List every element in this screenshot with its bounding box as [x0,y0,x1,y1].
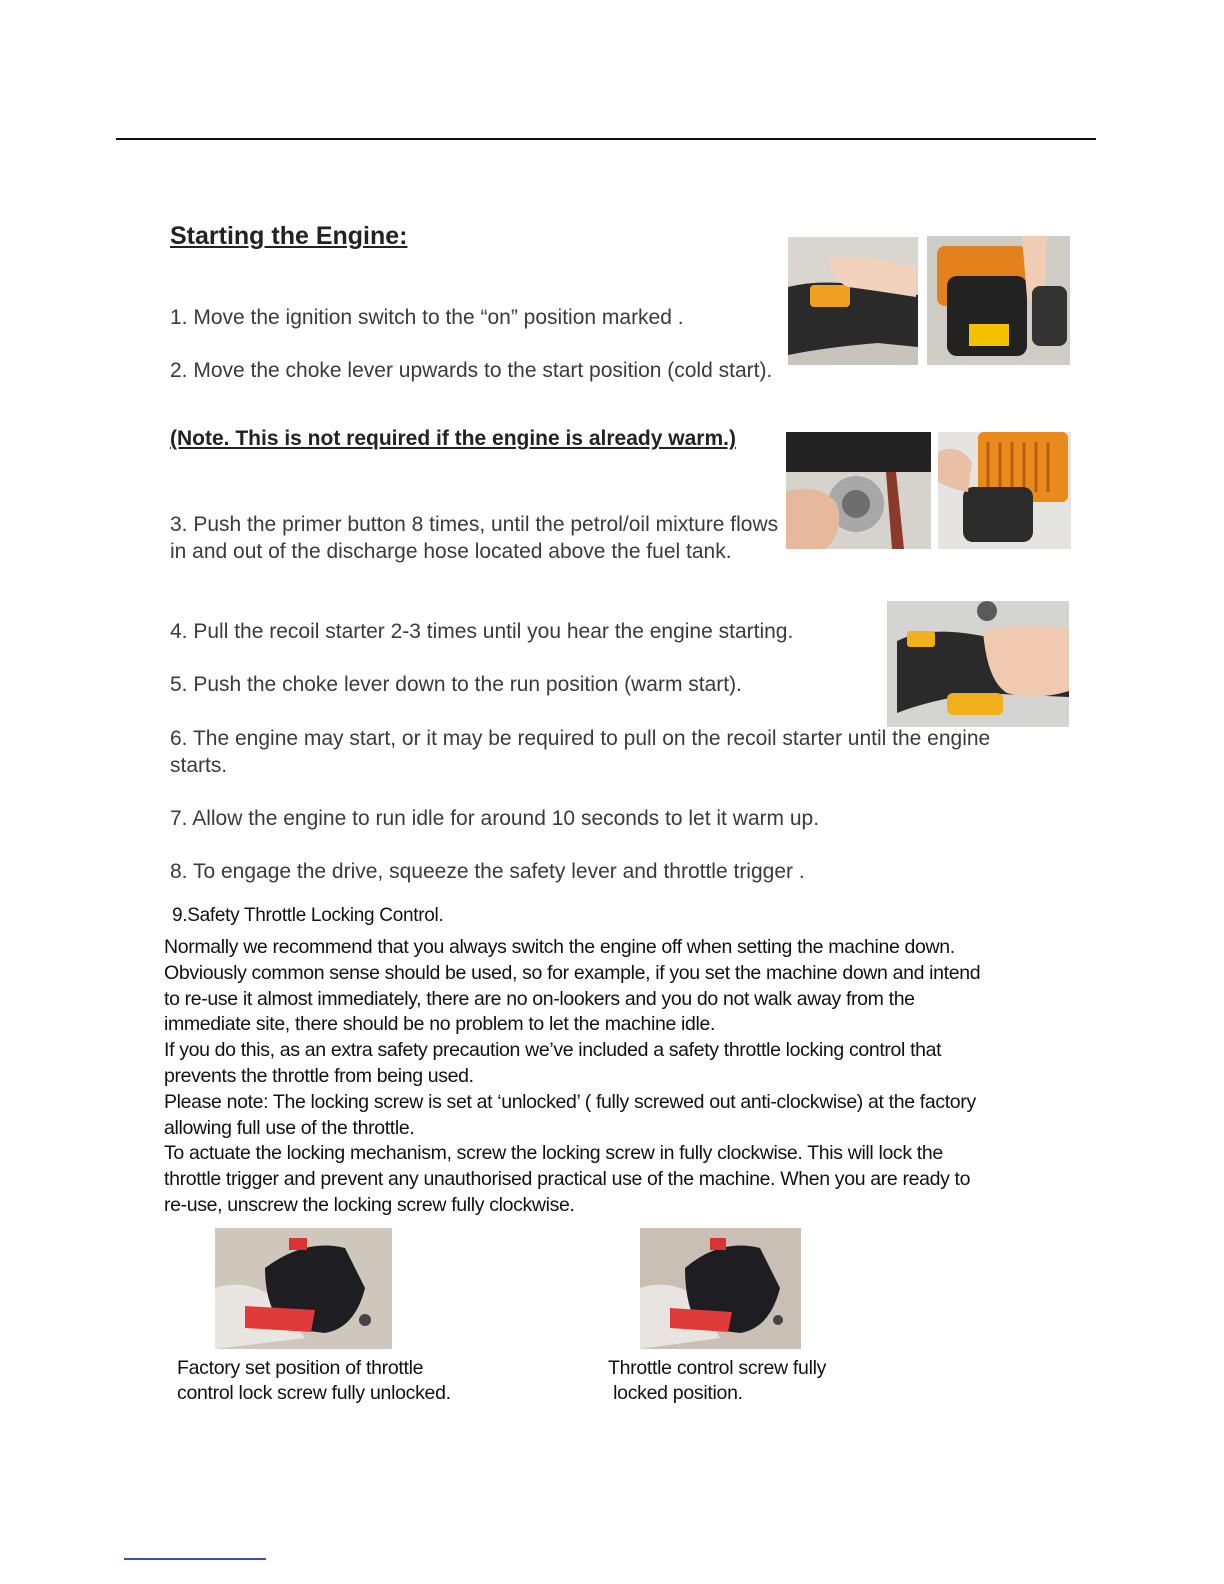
throttle-locked-photo [640,1228,801,1349]
ignition-switch-photo [788,237,918,365]
safety-line: allowing full use of the throttle. [164,1116,415,1139]
caption-line: Factory set position of throttle [177,1357,424,1379]
safety-title: 9.Safety Throttle Locking Control. [172,905,444,926]
step-7: 7. Allow the engine to run idle for around 10 seconds to let it warm up. [170,807,820,830]
footer-link-rule [124,1558,266,1560]
warm-engine-note: (Note. This is not required if the engine is already warm.) [170,427,736,450]
safety-line: If you do this, as an extra safety precaution we’ve included a safety throttle locking control that [164,1039,942,1062]
step-3: 3. Push the primer button 8 times, until the petrol/oil mixture flows in and out of the discharge hose located above the fuel tank. [170,513,779,563]
caption-unlocked [177,1356,451,1406]
safety-line: immediate site, there should be no problem to let the machine idle. [164,1013,716,1036]
throttle-unlocked-photo [215,1228,392,1349]
safety-line: Please note: The locking screw is set at ‘unlocked’ ( fully screwed out anti-clockwise) at the factory [164,1090,976,1113]
step-6: 6. The engine may start, or it may be required to pull on the recoil starter until the engine starts. [170,727,991,777]
safety-line: Normally we recommend that you always switch the engine off when setting the machine down. [164,936,955,958]
safety-line: throttle trigger and prevent any unauthorised practical use of the machine. When you are ready to [164,1168,971,1191]
safety-line: re-use, unscrew the locking screw fully clockwise. [164,1193,575,1216]
safety-line: prevents the throttle from being used. [164,1064,474,1087]
step-8: 8. To engage the drive, squeeze the safety lever and throttle trigger . [170,860,805,883]
caption-locked [608,1356,826,1406]
section-heading: Starting the Engine: [170,222,408,250]
caption-line: control lock screw fully unlocked. [177,1382,451,1404]
safety-line: to re-use it almost immediately, there are no on-lookers and you do not walk away from the [164,987,915,1010]
caption-line: locked position. [608,1382,743,1404]
step-1: 1. Move the ignition switch to the “on” position marked . [170,306,684,329]
primer-button-photo [938,432,1071,549]
safety-paragraph [164,935,1064,1219]
engine-switch-photo [927,236,1070,365]
step-4: 4. Pull the recoil starter 2-3 times until you hear the engine starting. [170,620,794,643]
step-2: 2. Move the choke lever upwards to the start position (cold start). [170,359,773,382]
safety-line: Obviously common sense should be used, so for example, if you set the machine down and intend [164,961,981,984]
caption-line: Throttle control screw fully [608,1357,827,1379]
recoil-starter-photo [887,601,1069,727]
choke-lever-photo [786,432,931,549]
safety-line: To actuate the locking mechanism, screw the locking screw in fully clockwise. This will lock the [164,1142,943,1165]
header-rule [116,138,1096,140]
step-5: 5. Push the choke lever down to the run position (warm start). [170,673,742,696]
